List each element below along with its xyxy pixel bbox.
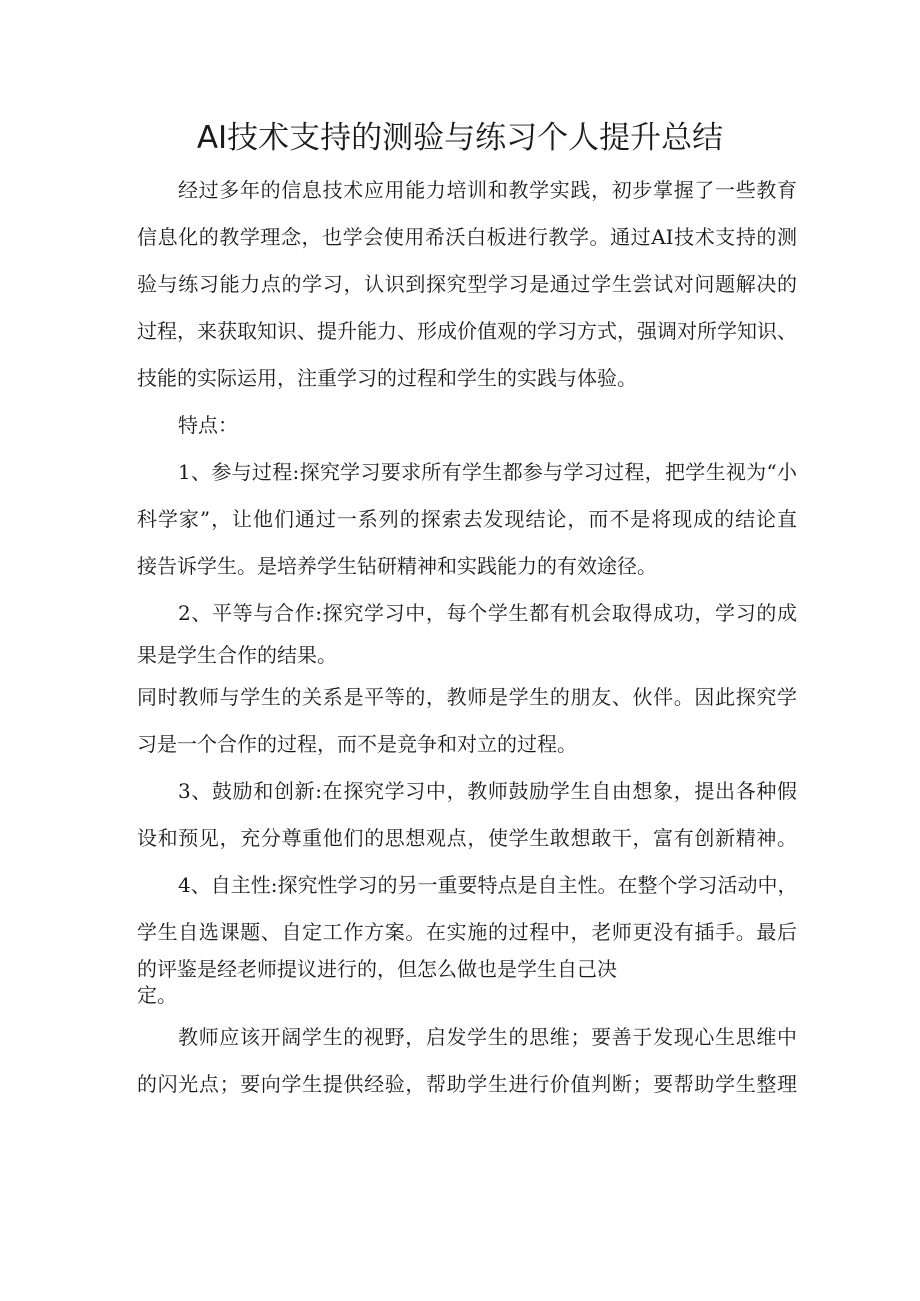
paragraph-line: 定。	[137, 983, 177, 1007]
paragraph-line: 设和预见，充分尊重他们的思想观点，使学生敢想敢干，富有创新精神。	[137, 826, 797, 850]
paragraph-line: 习是一个合作的过程，而不是竞争和对立的过程。	[137, 732, 577, 756]
paragraph-line: 经过多年的信息技术应用能力培训和教学实践，初步掌握了一些教育	[178, 178, 797, 202]
paragraph-line: 果是学生合作的结果。	[137, 643, 337, 667]
paragraph-line: 的评鉴是经老师提议进行的，但怎么做也是学生自己决	[137, 957, 617, 981]
paragraph-line: 2、平等与合作:探究学习中，每个学生都有机会取得成功，学习的成	[178, 601, 797, 625]
document-body	[137, 167, 797, 1108]
paragraph-line: 技能的实际运用，注重学习的过程和学生的实践与体验。	[137, 366, 637, 390]
paragraph-line: 1、参与过程:探究学习要求所有学生都参与学习过程，把学生视为“小	[178, 460, 797, 484]
paragraph-line: 的闪光点；要向学生提供经验，帮助学生进行价值判断；要帮助学生整理	[137, 1072, 797, 1096]
paragraph-line: 信息化的教学理念，也学会使用希沃白板进行教学。通过AI技术支持的测	[137, 225, 797, 249]
paragraph-line: 接告诉学生。是培养学生钻研精神和实践能力的有效途径。	[137, 554, 657, 578]
paragraph-line: 验与练习能力点的学习，认识到探究型学习是通过学生尝试对问题解决的	[137, 272, 797, 296]
paragraph-line: 教师应该开阔学生的视野，启发学生的思维；要善于发现心生思维中	[178, 1025, 797, 1049]
paragraph-line: 科学家”，让他们通过一系列的探索去发现结论，而不是将现成的结论直	[137, 507, 797, 531]
paragraph-line: 4、自主性:探究性学习的另一重要特点是自主性。在整个学习活动中，	[178, 873, 798, 897]
paragraph-line: 过程，来获取知识、提升能力、形成价值观的学习方式，强调对所学知识、	[137, 319, 797, 343]
document-title: AI技术支持的测验与练习个人提升总结	[196, 120, 724, 156]
paragraph-line: 学生自选课题、自定工作方案。在实施的过程中，老师更没有插手。最后	[137, 920, 797, 944]
paragraph-line: 同时教师与学生的关系是平等的，教师是学生的朋友、伙伴。因此探究学	[137, 685, 797, 709]
section-heading: 特点：	[178, 413, 238, 437]
paragraph-line: 3、鼓励和创新:在探究学习中，教师鼓励学生自由想象，提出各种假	[178, 779, 797, 803]
